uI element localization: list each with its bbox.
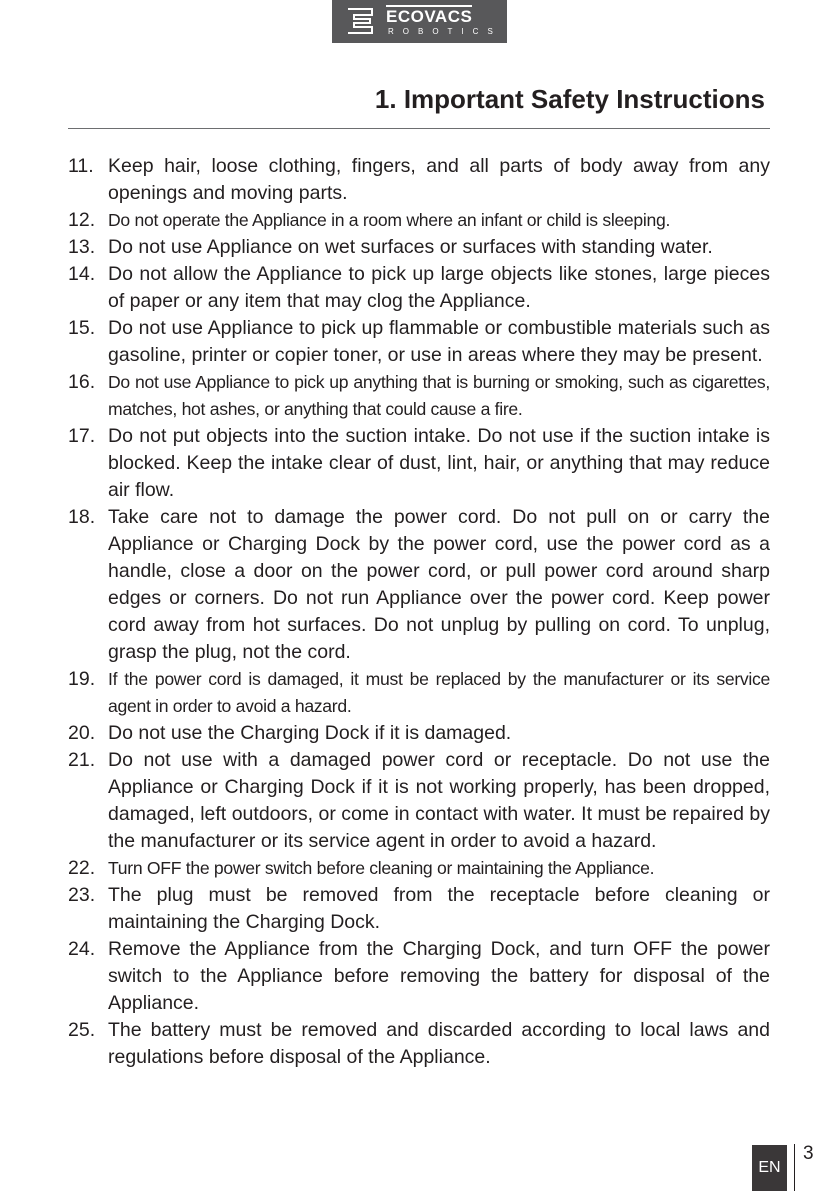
title-divider — [68, 128, 770, 129]
item-text: Do not use the Charging Dock if it is damaged. — [108, 722, 512, 744]
item-number: 23. — [68, 884, 96, 906]
list-item — [68, 207, 770, 234]
list-item — [68, 369, 770, 423]
list-item — [68, 315, 770, 369]
item-number: 16. — [68, 371, 96, 393]
list-item — [68, 1017, 770, 1071]
item-text: Do not allow the Appliance to pick up large objects like stones, large pieces of paper or any item that may clog the Appliance. — [108, 263, 770, 312]
item-text: Do not operate the Appliance in a room where an infant or child is sleeping. — [108, 210, 671, 230]
item-number: 18. — [68, 506, 96, 528]
safety-list — [68, 153, 770, 1071]
ecovacs-logo — [332, 0, 507, 43]
item-number: 12. — [68, 209, 96, 231]
item-text: If the power cord is damaged, it must be replaced by the manufacturer or its service agent in order to avoid a hazard. — [108, 669, 770, 716]
list-item — [68, 936, 770, 1017]
item-text: Do not use Appliance to pick up anything that is burning or smoking, such as cigarettes, matches, hot ashes, or anything that could cause a fire. — [108, 372, 770, 419]
logo-sub: ROBOTICS — [388, 27, 502, 36]
list-item — [68, 720, 770, 747]
list-item — [68, 747, 770, 855]
item-number: 13. — [68, 236, 96, 258]
item-text: Turn OFF the power switch before cleaning or maintaining the Appliance. — [108, 858, 655, 878]
list-item — [68, 855, 770, 882]
item-number: 24. — [68, 938, 96, 960]
list-item — [68, 504, 770, 666]
item-number: 17. — [68, 425, 96, 447]
page-title: 1. Important Safety Instructions — [374, 84, 765, 114]
item-number: 15. — [68, 317, 96, 339]
item-text: The plug must be removed from the receptacle before cleaning or maintaining the Charging Dock. — [108, 884, 770, 933]
item-number: 21. — [68, 749, 96, 771]
item-number: 19. — [68, 668, 96, 690]
logo-brand: ECOVACS — [386, 7, 473, 26]
item-text: Take care not to damage the power cord. Do not pull on or carry the Appliance or Charging Dock by the power cord, use the power cord as a handle, close a door on the power cord, or pull power cord around sharp edges or corners. Do not run Appliance over the power cord. Keep power cord away from hot surfaces. Do not unplug by pulling on cord. To unplug, grasp the plug, not the cord. — [108, 506, 770, 663]
item-number: 14. — [68, 263, 96, 285]
list-item — [68, 234, 770, 261]
list-item — [68, 153, 770, 207]
item-text: Remove the Appliance from the Charging Dock, and turn OFF the power switch to the Appliance before removing the battery for disposal of the Appliance. — [108, 938, 770, 1014]
page-number: 3 — [803, 1143, 814, 1164]
list-item — [68, 666, 770, 720]
list-item — [68, 423, 770, 504]
footer-divider — [794, 1144, 795, 1191]
logo-mark-icon — [346, 7, 376, 35]
item-number: 20. — [68, 722, 96, 744]
list-item — [68, 261, 770, 315]
item-text: Do not use Appliance to pick up flammable or combustible materials such as gasoline, printer or copier toner, or use in areas where they may be present. — [108, 317, 770, 366]
item-number: 22. — [68, 857, 96, 879]
item-number: 11. — [68, 155, 94, 177]
item-text: Do not put objects into the suction intake. Do not use if the suction intake is blocked. Keep the intake clear of dust, lint, hair, or anything that may reduce air flow. — [108, 425, 770, 501]
list-item — [68, 882, 770, 936]
item-text: Keep hair, loose clothing, fingers, and all parts of body away from any openings and moving parts. — [108, 155, 770, 204]
item-number: 25. — [68, 1019, 96, 1041]
language-tab: EN — [752, 1145, 787, 1191]
item-text: The battery must be removed and discarded according to local laws and regulations before disposal of the Appliance. — [108, 1019, 770, 1068]
item-text: Do not use with a damaged power cord or receptacle. Do not use the Appliance or Charging Dock if it is not working properly, has been dropped, damaged, left outdoors, or come in contact with water. It must be repaired by the manufacturer or its service agent in order to avoid a hazard. — [108, 749, 770, 852]
item-text: Do not use Appliance on wet surfaces or surfaces with standing water. — [108, 236, 713, 258]
